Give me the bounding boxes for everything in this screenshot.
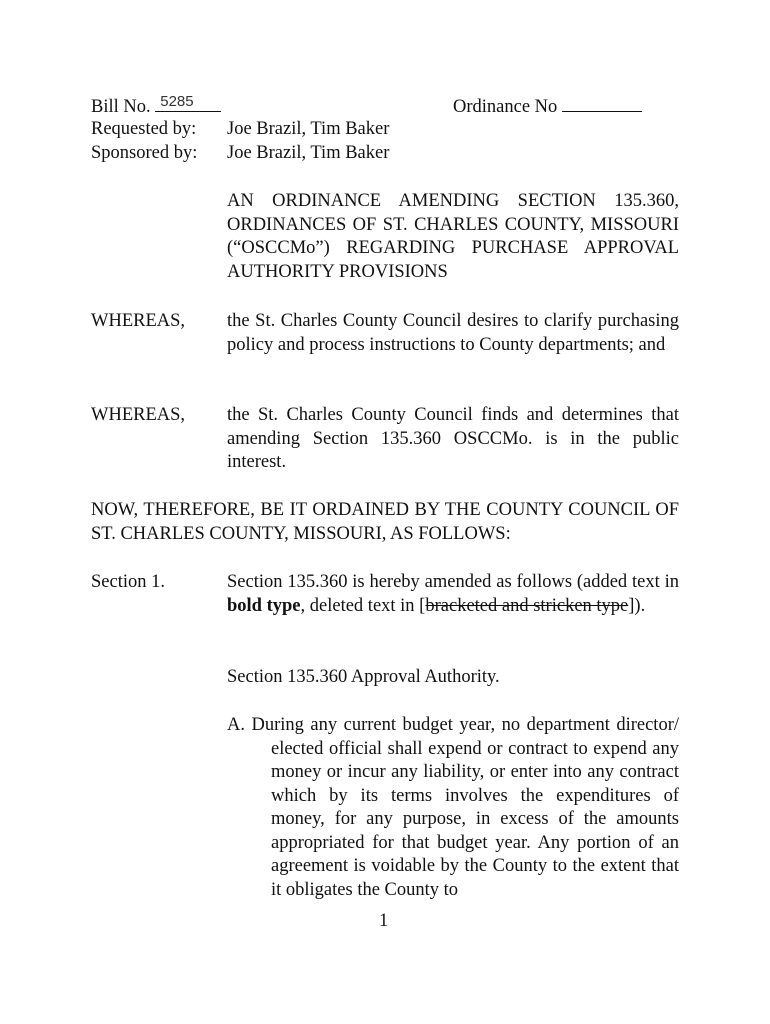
sponsored-label: Sponsored by: [91,143,198,163]
whereas-text-2: the St. Charles County Council finds and determines that amending Section 135.360 OSCCMo. is in the public interest. [227,405,679,472]
ordinance-title: AN ORDINANCE AMENDING SECTION 135.360, ORDINANCES OF ST. CHARLES COUNTY, MISSOURI (“OSCCMo”) REGARDING PURCHASE APPROVAL AUTHORITY PROVISIONS [227,191,679,282]
section-1-intro-b: , deleted text in [ [300,595,426,616]
section-1-intro [227,571,679,618]
section-1-intro-c: ]). [628,595,646,616]
ordinance-label: Ordinance No [453,97,558,117]
sponsored-value: Joe Brazil, Tim Baker [227,143,390,163]
bill-number-line [91,95,391,120]
bold-type-sample: bold type [227,595,301,616]
stricken-type-sample: bracketed and stricken type [425,595,629,616]
page-number: 1 [379,911,389,931]
requested-label: Requested by: [91,119,197,139]
ordained-clause: NOW, THEREFORE, BE IT ORDAINED BY THE COUNTY COUNCIL OF ST. CHARLES COUNTY, MISSOURI, AS FOLLOWS: [91,500,679,544]
paragraph-a: A. During any current budget year, no department director/ elected official shall expend or contract to expend any money or incur any liability, or enter into any contract which by its terms involves the expenditures of money, for any purpose, in excess of the amounts appropriated for that budget year. Any portion of an agreement is voidable by the County to the extent that it obligates the County to [227,715,679,900]
bill-label: Bill No. [91,97,151,117]
ordinance-number-blank [562,95,642,112]
bill-number-field [155,95,221,112]
whereas-text-1: the St. Charles County Council desires to clarify purchasing policy and process instructions to County departments; and [227,311,679,355]
requested-value: Joe Brazil, Tim Baker [227,119,390,139]
section-1-intro-a: Section 135.360 is hereby amended as follows (added text in [227,572,679,592]
ordinance-number-line [453,95,673,120]
section-1-label: Section 1. [91,572,165,592]
whereas-label-2: WHEREAS, [91,405,186,425]
section-heading: Section 135.360 Approval Authority. [227,667,500,687]
whereas-label-1: WHEREAS, [91,311,186,331]
bill-number-value: 5285 [160,93,194,110]
